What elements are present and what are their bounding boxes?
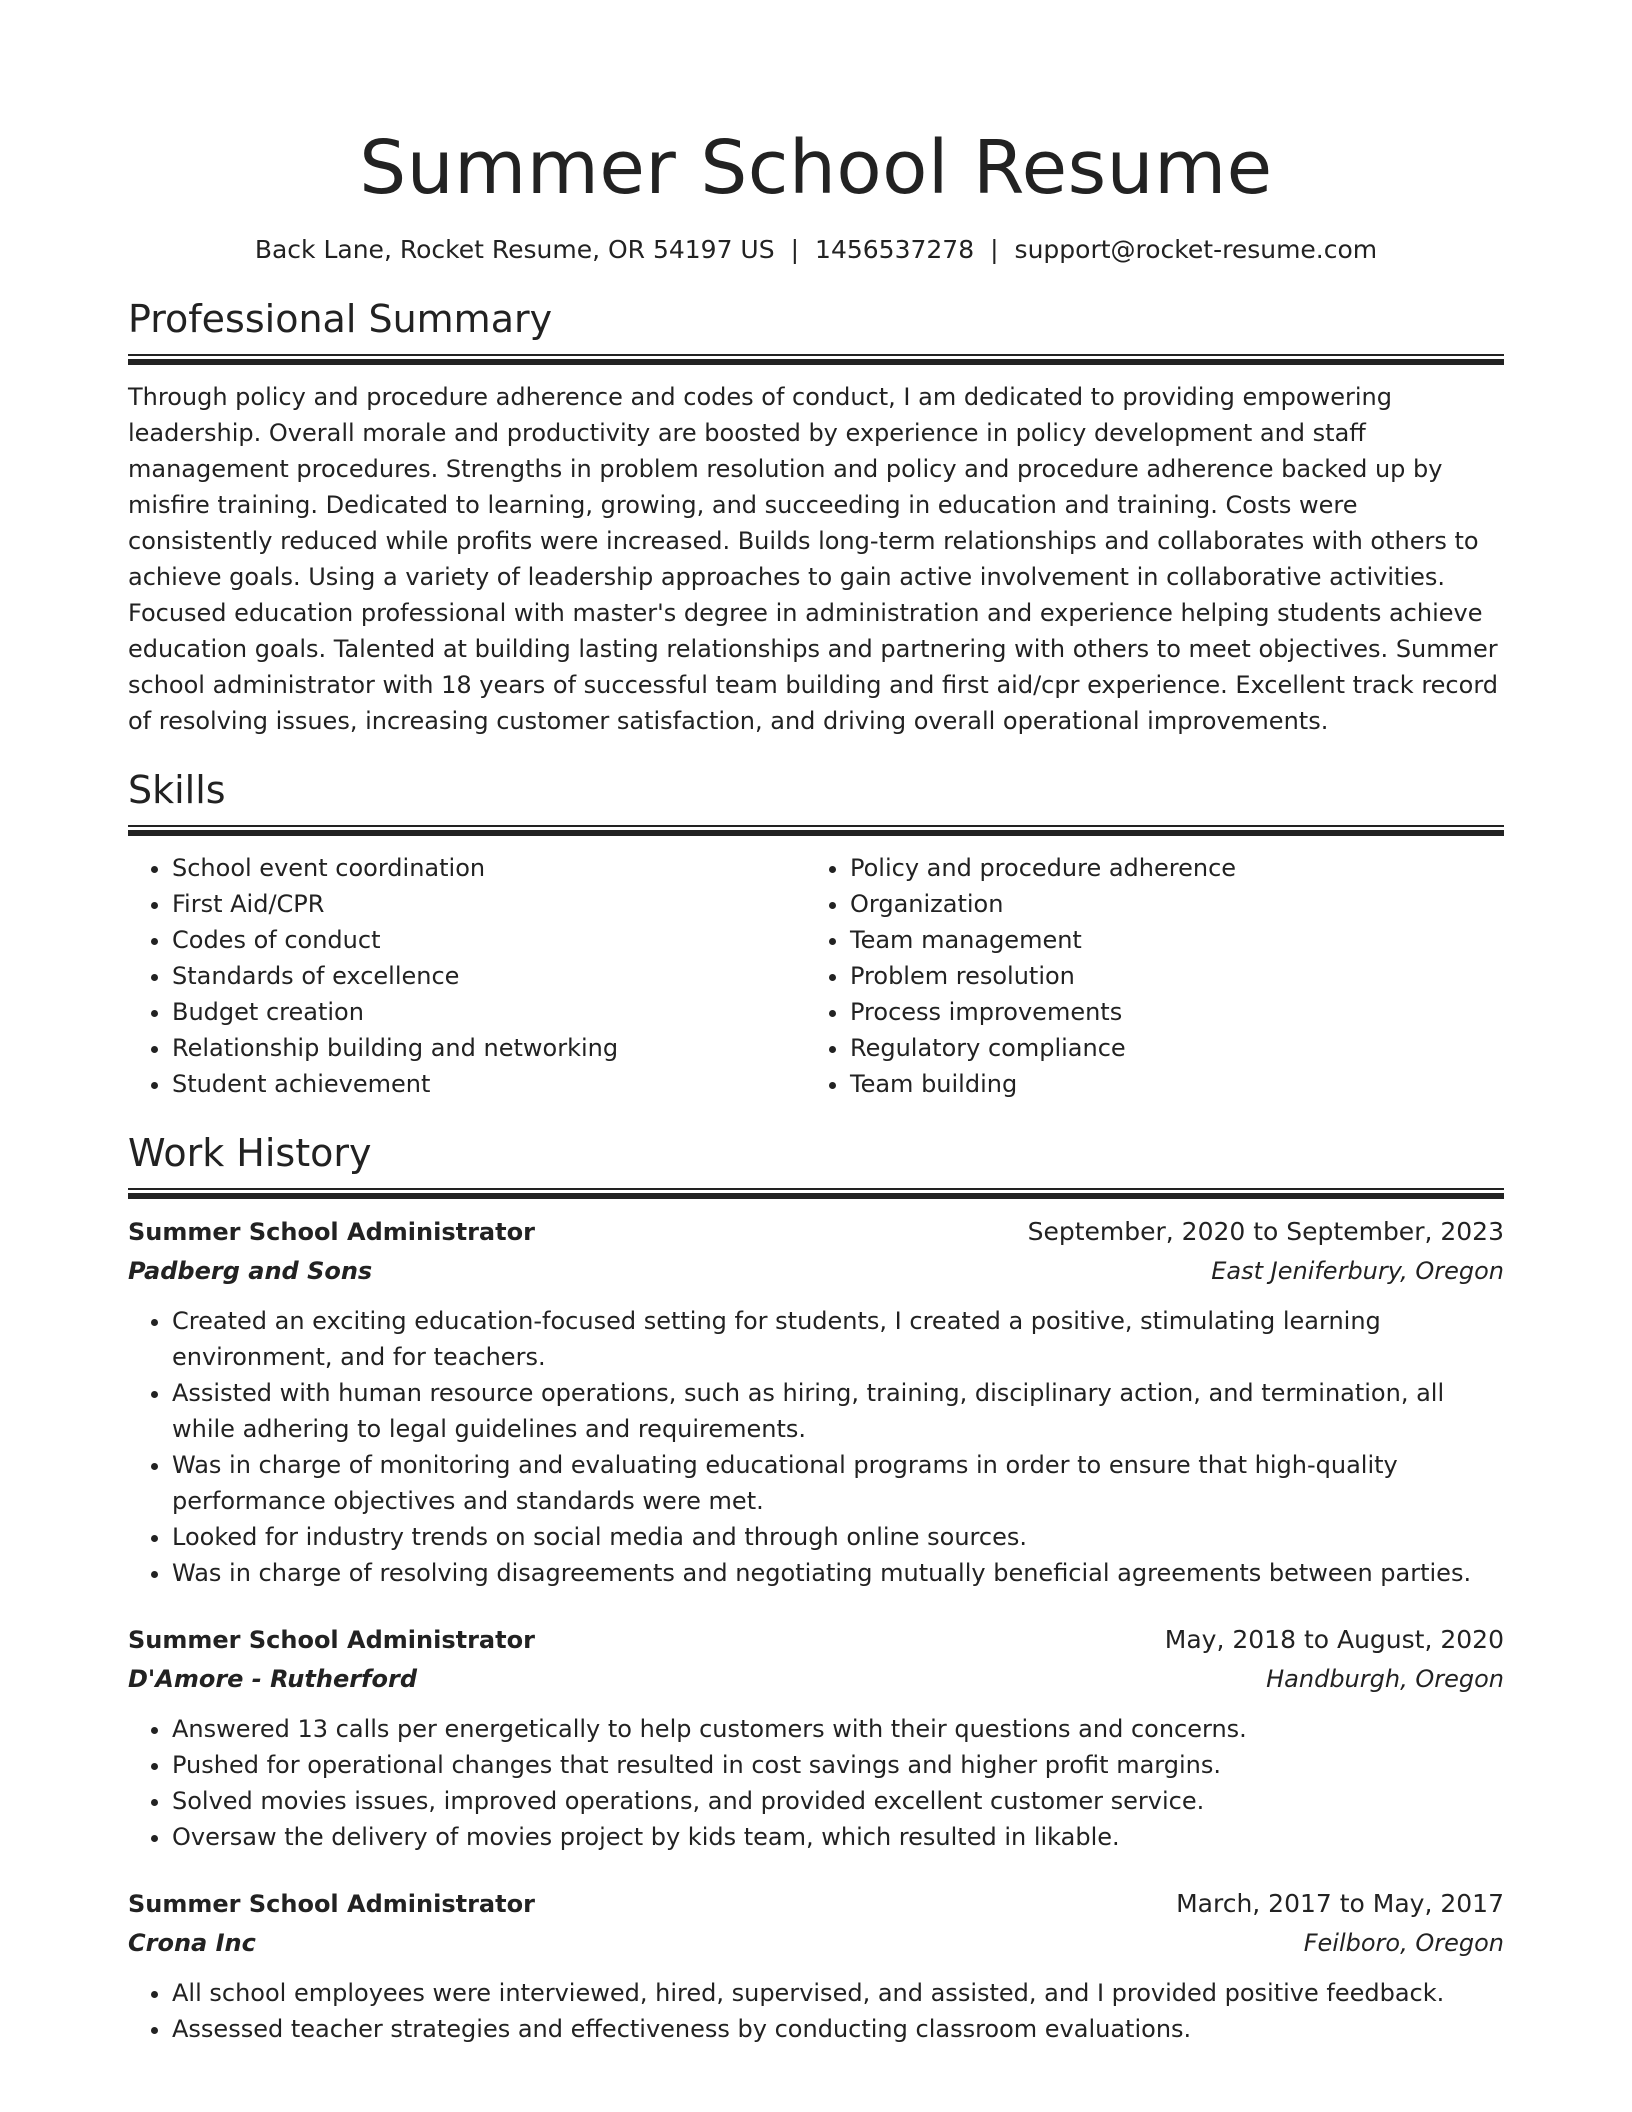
job-location: Handburgh, Oregon [1266, 1665, 1504, 1693]
work-history-section [128, 1130, 1504, 2047]
section-divider [128, 825, 1504, 836]
skill-item: • Team management [850, 922, 1484, 958]
job-company: Crona Inc [128, 1929, 256, 1957]
job-dates: May, 2018 to August, 2020 [1164, 1625, 1504, 1654]
job-bullet: • Created an exciting education-focused setting for students, I created a positive, stimulating learning environment, and for teachers. [172, 1303, 1504, 1375]
job-bullet: • Looked for industry trends on social media and through online sources. [172, 1519, 1504, 1555]
contact-line [128, 234, 1504, 266]
job-bullet: • Was in charge of resolving disagreements and negotiating mutually beneficial agreements between parties. [172, 1555, 1504, 1591]
job-subheader [128, 1659, 1504, 1699]
job-title: Summer School Administrator [128, 1890, 535, 1918]
skills-list-right [806, 850, 1484, 1102]
skill-item: • Regulatory compliance [850, 1030, 1484, 1066]
summary-text: Through policy and procedure adherence and codes of conduct, I am dedicated to providing empowering leadership. Overall morale and productivity are boosted by experience in policy development and staff management procedures. Strengths in problem resolution and policy and procedure adherence backed up by misfire training. Dedicated to learning, growing, and succeeding in education and training. Costs were consistently reduced while profits were increased. Builds long-term relationships and collaborates with others to achieve goals. Using a variety of leadership approaches to gain active involvement in collaborative activities. Focused education professional with master's degree in administration and experience helping students achieve education goals. Talented at building lasting relationships and partnering with others to meet objectives. Summer school administrator with 18 years of successful team building and first aid/cpr experience. Excellent track record of resolving issues, increasing customer satisfaction, and driving overall operational improvements. [128, 383, 1498, 735]
job-subheader [128, 1251, 1504, 1291]
job-bullet: • Oversaw the delivery of movies project by kids team, which resulted in likable. [172, 1819, 1504, 1855]
job-bullet: • Answered 13 calls per energetically to help customers with their questions and concerns. [172, 1711, 1504, 1747]
job-header [128, 1621, 1504, 1659]
job-bullet-list [128, 1975, 1504, 2047]
job-header [128, 1213, 1504, 1251]
work-history-heading: Work History [128, 1131, 372, 1175]
skill-item: • First Aid/CPR [172, 886, 806, 922]
skills-heading: Skills [128, 768, 226, 812]
job-entry [128, 1213, 1504, 1591]
section-divider [128, 1188, 1504, 1199]
skills-section [128, 767, 1504, 1102]
skill-item: • Policy and procedure adherence [850, 850, 1484, 886]
job-bullet: • Assisted with human resource operations, such as hiring, training, disciplinary action, and termination, all while adhering to legal guidelines and requirements. [172, 1375, 1504, 1447]
resume-title: Summer School Resume [359, 125, 1273, 211]
skill-item: • Problem resolution [850, 958, 1484, 994]
resume-page [128, 0, 1504, 2047]
job-bullet: • Assessed teacher strategies and effectiveness by conducting classroom evaluations. [172, 2011, 1504, 2047]
job-bullet: • All school employees were interviewed, hired, supervised, and assisted, and I provided positive feedback. [172, 1975, 1504, 2011]
skill-item: • Team building [850, 1066, 1484, 1102]
contact-separator: | [790, 235, 800, 264]
job-dates: March, 2017 to May, 2017 [1176, 1889, 1504, 1918]
summary-heading: Professional Summary [128, 297, 553, 341]
skill-item: • Process improvements [850, 994, 1484, 1030]
summary-section [128, 296, 1504, 739]
job-entry [128, 1885, 1504, 2047]
skills-list-left [128, 850, 806, 1102]
job-company: D'Amore - Rutherford [128, 1665, 417, 1693]
job-bullet: • Solved movies issues, improved operations, and provided excellent customer service. [172, 1783, 1504, 1819]
job-title: Summer School Administrator [128, 1626, 535, 1654]
job-dates: September, 2020 to September, 2023 [1027, 1217, 1504, 1246]
contact-phone: 1456537278 [815, 235, 975, 264]
job-location: East Jeniferbury, Oregon [1211, 1257, 1504, 1285]
job-bullet: • Pushed for operational changes that resulted in cost savings and higher profit margins. [172, 1747, 1504, 1783]
job-company: Padberg and Sons [128, 1257, 373, 1285]
skill-item: • Standards of excellence [172, 958, 806, 994]
job-bullet-list [128, 1711, 1504, 1855]
skill-item: • Codes of conduct [172, 922, 806, 958]
contact-email: support@rocket-resume.com [1014, 235, 1378, 264]
skill-item: • Student achievement [172, 1066, 806, 1102]
contact-address: Back Lane, Rocket Resume, OR 54197 US [254, 235, 775, 264]
job-bullet: • Was in charge of monitoring and evaluating educational programs in order to ensure that high-quality performance objectives and standards were met. [172, 1447, 1504, 1519]
job-header [128, 1885, 1504, 1923]
skill-item: • Budget creation [172, 994, 806, 1030]
contact-separator: | [990, 235, 999, 264]
skills-columns [128, 850, 1504, 1102]
job-subheader [128, 1923, 1504, 1963]
job-entry [128, 1621, 1504, 1855]
job-location: Feilboro, Oregon [1303, 1929, 1504, 1957]
skill-item: • Relationship building and networking [172, 1030, 806, 1066]
job-title: Summer School Administrator [128, 1218, 535, 1246]
section-divider [128, 354, 1504, 365]
skill-item: • Organization [850, 886, 1484, 922]
skill-item: • School event coordination [172, 850, 806, 886]
job-bullet-list [128, 1303, 1504, 1591]
